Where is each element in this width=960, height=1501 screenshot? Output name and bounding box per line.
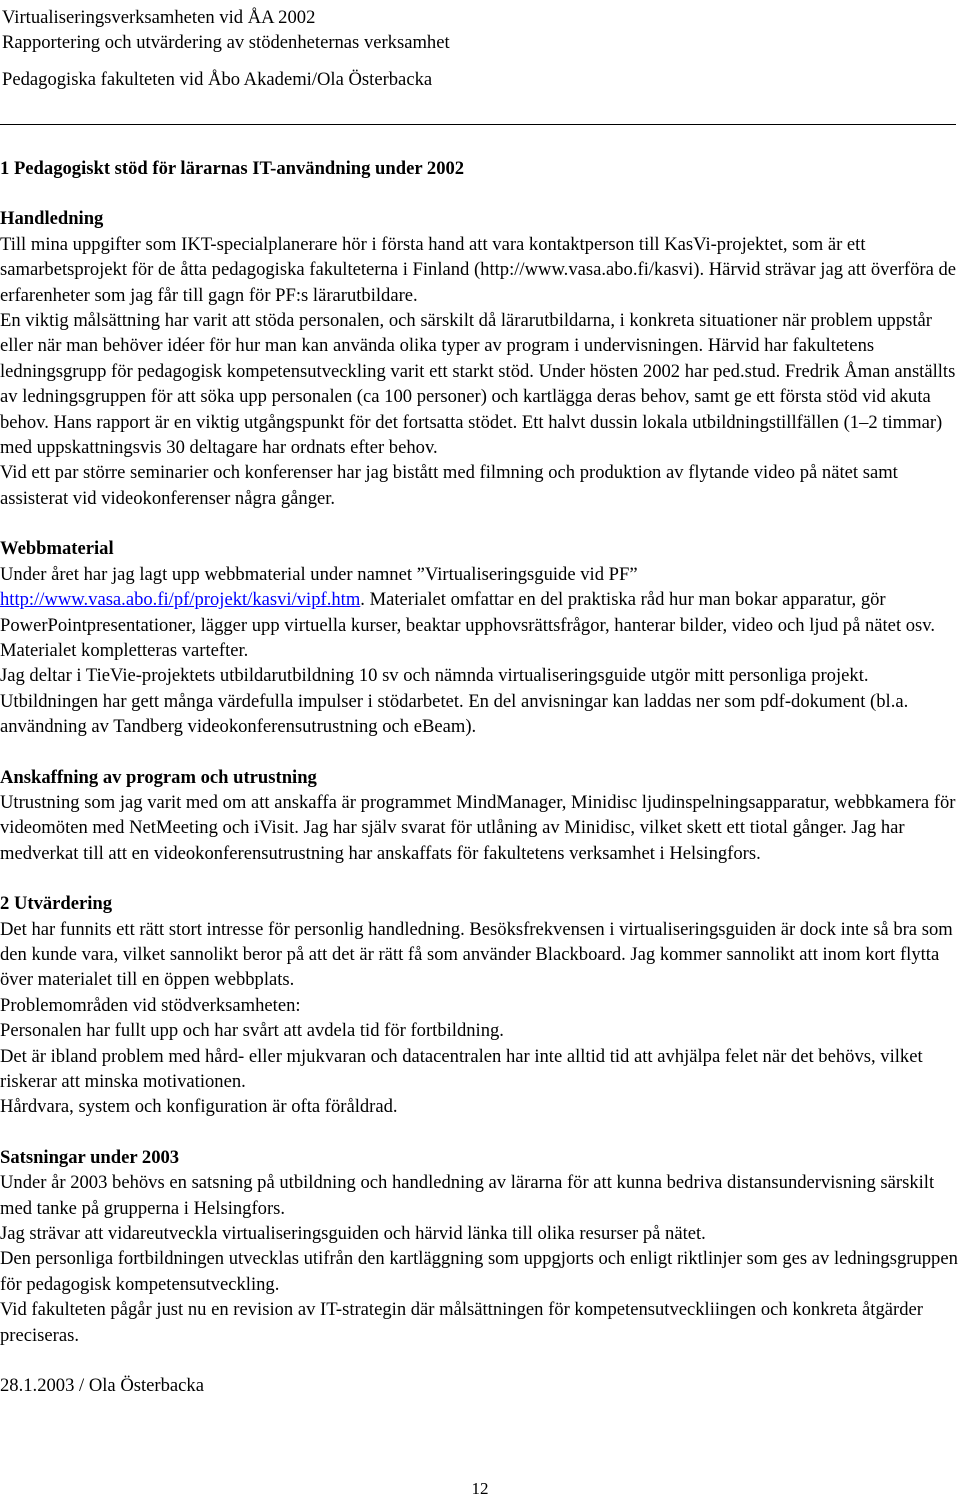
section-2-title: 2 Utvärdering bbox=[0, 893, 113, 915]
utvardering-paragraph-1: Det har funnits ett rätt stort intresse för personlig handledning. Besöksfrekvensen i virtualiseringsguiden är dock inte så bra som den kunde vara, vilket sannolikt beror på att det är rätt få som använder Blackboard. Jag kommer sannolikt att inom kort flytta över materialet till en öppen webbplats. bbox=[0, 918, 953, 991]
header-rule bbox=[0, 124, 956, 125]
anskaffning-paragraph: Utrustning som jag varit med om att anskaffa är programmet MindManager, Minidisc ljudinspelningsapparatur, webbkamera för videomöten med NetMeeting och iVisit. Jag har själv svarat för utlåning av Minidisc, vilket skett ett tiotal gånger. Jag har medverkat till att en videokonferensutrustning har anskaffats för fakultetens verksamhet i Helsingfors. bbox=[0, 791, 956, 864]
header-line-2: Rapportering och utvärdering av stödenheternas verksamhet bbox=[2, 32, 450, 53]
utvardering-paragraph-4: Det är ibland problem med hård- eller mjukvaran och datacentralen har inte alltid tid att avhjälpa felet när det behövs, vilket riskerar att minska motivationen. bbox=[0, 1045, 923, 1092]
handledning-paragraph-1: Till mina uppgifter som IKT-specialplanerare hör i första hand att vara kontaktperson till KasVi-projektet, som är ett samarbetsprojekt för de åtta pedagogiska fakulteterna i Finland (http://www.vasa.abo.fi/kasvi). Härvid strävar jag att överföra de erfarenheter som jag får till gagn för PF:s lärarutbildare. bbox=[0, 233, 957, 306]
handledning-heading: Handledning bbox=[0, 208, 104, 230]
webbmaterial-paragraph-2: Jag deltar i TieVie-projektets utbildarutbildning 10 sv och nämnda virtualiseringsguide utgör mitt personliga projekt. Utbildningen har gett många värdefulla impulser i stödarbetet. En del anvisningar kan laddas ner som pdf-dokument (bl.a. användning av Tandberg videokonferensutrustning och eBeam). bbox=[0, 665, 909, 738]
signature: 28.1.2003 / Ola Österbacka bbox=[0, 1375, 204, 1397]
satsningar-paragraph-2: Jag strävar att vidareutveckla virtualiseringsguiden och härvid länka till olika resurser på nätet. bbox=[0, 1223, 706, 1245]
header-line-3: Pedagogiska fakulteten vid Åbo Akademi/Ola Österbacka bbox=[2, 69, 433, 90]
handledning-paragraph-3: Vid ett par större seminarier och konferenser har jag bistått med filmning och produktion av flytande video på nätet samt assisterat vid videokonferenser några gånger. bbox=[0, 462, 898, 509]
satsningar-paragraph-4: Vid fakulteten pågår just nu en revision av IT-strategin där målsättningen för kompetensutveckliingen och konkreta åtgärder preciseras. bbox=[0, 1299, 923, 1346]
satsningar-heading: Satsningar under 2003 bbox=[0, 1146, 180, 1168]
handledning-paragraph-2: En viktig målsättning har varit att stöda personalen, och särskilt då lärarutbildarna, i konkreta situationer när problem uppstår eller när man behöver idéer för hur man kan använda olika typer av program i undervisningen. Härvid har fakultetens ledningsgrupp för pedagogisk kompetensutveckling varit ett starkt stöd. Under hösten 2002 har ped.stud. Fredrik Åman anställts av ledningsgruppen för att söka upp personalen (ca 100 personer) och kartlägga deras behov, samt ge ett första stöd vid akuta behov. Hans rapport är en viktig utgångspunkt för det fortsatta stödet. Ett halvt dussin lokala utbildningstillfällen (1–2 timmar) med uppskattningsvis 30 deltagare har ordnats efter behov. bbox=[0, 310, 956, 459]
webbmaterial-paragraph-1 bbox=[0, 562, 958, 664]
page-header bbox=[0, 5, 960, 92]
vipf-link[interactable]: http://www.vasa.abo.fi/pf/projekt/kasvi/vipf.htm bbox=[0, 589, 361, 611]
satsningar-paragraph-3: Den personliga fortbildningen utvecklas utifrån den kartläggning som uppgjorts och enligt riktlinjer som ges av ledningsgruppen för pedagogisk kompetensutveckling. bbox=[0, 1248, 958, 1295]
utvardering-paragraph-5: Hårdvara, system och konfiguration är ofta föråldrad. bbox=[0, 1096, 398, 1118]
anskaffning-heading: Anskaffning av program och utrustning bbox=[0, 766, 317, 788]
header-line-1: Virtualiseringsverksamheten vid ÅA 2002 bbox=[2, 7, 316, 28]
webbmaterial-intro-cont: . Materialet omfattar en del praktiska råd hur man bokar apparatur, gör PowerPointpresentationer, lägger upp virtuella kurser, beaktar upphovsrättsfrågor, hanterar bilder, video och ljud på nätet osv. Materialet kompletteras vartefter. bbox=[0, 589, 936, 661]
section-1-title: 1 Pedagogiskt stöd för lärarnas IT-användning under 2002 bbox=[0, 158, 465, 179]
utvardering-paragraph-3: Personalen har fullt upp och har svårt att avdela tid för fortbildning. bbox=[0, 1020, 504, 1042]
document-body bbox=[0, 156, 958, 1398]
webbmaterial-heading: Webbmaterial bbox=[0, 538, 114, 560]
utvardering-paragraph-2: Problemområden vid stödverksamheten: bbox=[0, 994, 301, 1016]
satsningar-paragraph-1: Under år 2003 behövs en satsning på utbildning och handledning av lärarna för att kunna bedriva distansundervisning särskilt med tanke på grupperna i Helsingfors. bbox=[0, 1172, 935, 1219]
document-page bbox=[0, 0, 960, 92]
page-number: 12 bbox=[471, 1479, 489, 1498]
webbmaterial-intro: Under året har jag lagt upp webbmaterial under namnet ”Virtualiseringsguide vid PF” bbox=[0, 563, 638, 585]
